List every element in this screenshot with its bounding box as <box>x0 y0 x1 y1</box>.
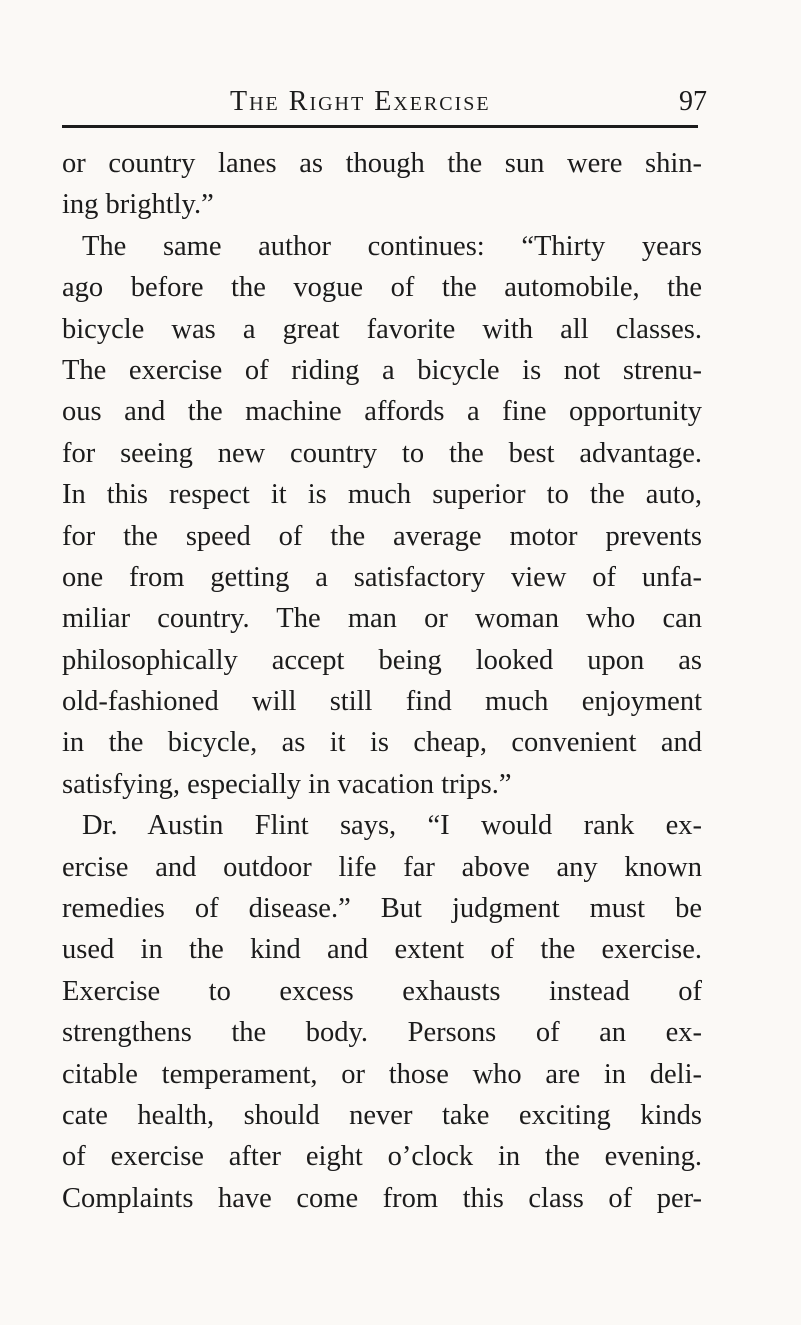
text-line: bicycle was a great favorite with all classes. <box>62 313 702 345</box>
text-line: The exercise of riding a bicycle is not strenu- <box>62 354 702 386</box>
text-line: philosophically accept being looked upon as <box>62 644 702 676</box>
text-line: in the bicycle, as it is cheap, convenient and <box>62 727 702 759</box>
page-number: 97 <box>679 86 707 117</box>
running-head <box>62 82 707 122</box>
text-line: strengthens the body. Persons of an ex- <box>62 1017 702 1049</box>
text-line: ing brightly.” <box>62 189 214 221</box>
text-line: satisfying, especially in vacation trips.” <box>62 768 512 800</box>
body-text <box>62 143 702 1219</box>
text-line: citable temperament, or those who are in deli- <box>62 1058 702 1090</box>
text-line: The same author continues: “Thirty years <box>82 230 702 262</box>
running-title: The Right Exercise <box>230 86 491 117</box>
text-line: or country lanes as though the sun were shin- <box>62 148 702 179</box>
text-line: used in the kind and extent of the exercise. <box>62 934 702 966</box>
text-line: ous and the machine affords a fine opportunity <box>62 396 702 428</box>
text-line: remedies of disease.” But judgment must be <box>62 893 702 925</box>
text-line: Dr. Austin Flint says, “I would rank ex- <box>82 810 702 842</box>
text-line: of exercise after eight o’clock in the evening. <box>62 1141 702 1173</box>
text-line: Complaints have come from this class of per- <box>62 1182 702 1214</box>
text-line: for seeing new country to the best advantage. <box>62 437 702 469</box>
text-line: Exercise to excess exhausts instead of <box>62 975 702 1007</box>
text-line: In this respect it is much superior to the auto, <box>62 479 702 511</box>
text-line: ago before the vogue of the automobile, the <box>62 272 702 304</box>
text-line: cate health, should never take exciting kinds <box>62 1099 702 1131</box>
text-line: one from getting a satisfactory view of unfa- <box>62 561 702 593</box>
text-line: for the speed of the average motor prevents <box>62 520 702 552</box>
text-line: old-fashioned will still find much enjoyment <box>62 686 702 718</box>
header-rule <box>62 125 698 128</box>
text-line: miliar country. The man or woman who can <box>62 603 702 635</box>
text-line: ercise and outdoor life far above any known <box>62 851 702 883</box>
